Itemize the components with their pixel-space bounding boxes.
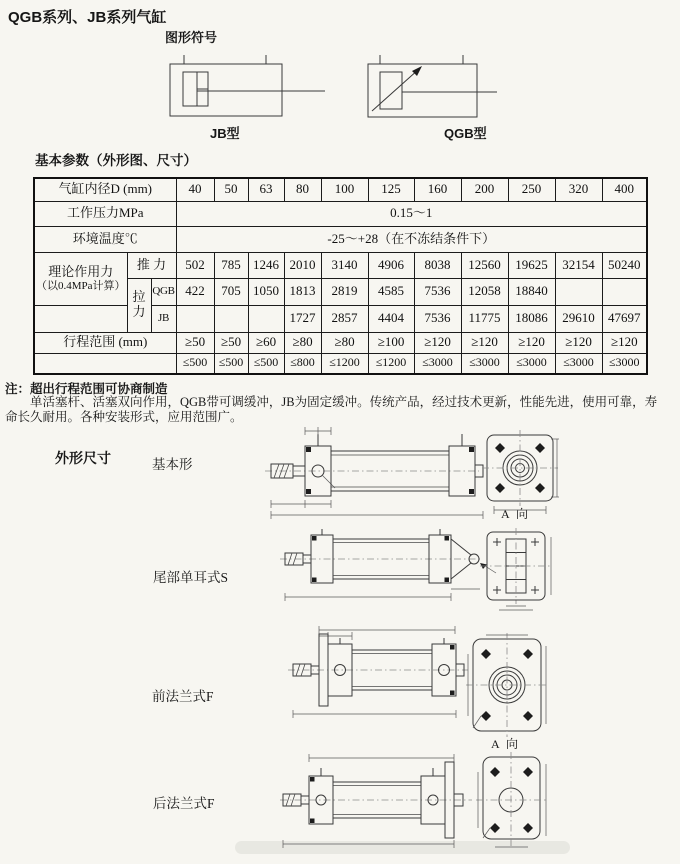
drawing-label-tail-ear: 尾部单耳式S xyxy=(153,570,229,585)
bore-cell: 200 xyxy=(461,178,508,201)
push-cell: 8038 xyxy=(414,252,461,278)
basic-end-view xyxy=(482,430,559,514)
basic-type-drawing xyxy=(265,425,560,525)
drawing-label-basic: 基本形 xyxy=(152,457,193,472)
push-cell: 785 xyxy=(214,252,248,278)
pressure-label-cell: 工作压力MPa xyxy=(34,201,176,226)
qgb-symbol-label: QGB型 xyxy=(444,126,487,141)
force-label-line1: 理论作用力 xyxy=(48,263,114,279)
temp-value-cell: -25～+28（在不冻结条件下） xyxy=(176,226,647,252)
qgb-row-label-cell: QGB xyxy=(151,278,176,305)
empty-cell xyxy=(34,305,127,332)
note-body: 单活塞杆、活塞双向作用，QGB带可调缓冲，JB为固定缓冲。传统产品，经过技术更新，性能先进，使用可靠，寿命长久耐用。各种安装形式，应用范围广。 xyxy=(5,395,658,424)
dims-heading: 外形尺寸 xyxy=(55,450,111,466)
jb-symbol-label: JB型 xyxy=(210,126,240,141)
bore-cell: 320 xyxy=(555,178,602,201)
drawing-label-front-flange: 前法兰式F xyxy=(152,689,214,704)
stroke-max-cell: ≤3000 xyxy=(508,353,555,374)
table-row xyxy=(34,252,647,278)
force-label-line2: （以0.4MPa计算） xyxy=(35,279,126,292)
pull-label-cell: 拉力 xyxy=(127,278,151,332)
bore-cell: 40 xyxy=(176,178,214,201)
stroke-max-cell: ≤1200 xyxy=(321,353,368,374)
stroke-min-cell: ≥120 xyxy=(414,332,461,353)
stroke-min-cell: ≥60 xyxy=(248,332,284,353)
bore-cell: 400 xyxy=(602,178,647,201)
bore-cell: 63 xyxy=(248,178,284,201)
table-row xyxy=(34,201,647,226)
qgb-pull-cell: 1050 xyxy=(248,278,284,305)
stroke-min-cell: ≥120 xyxy=(602,332,647,353)
bore-cell: 125 xyxy=(368,178,414,201)
bore-label-cell: 气缸内径D (mm) xyxy=(34,178,176,201)
bore-cell: 80 xyxy=(284,178,321,201)
jb-pull-cell: 29610 xyxy=(555,305,602,332)
front-flange-type-drawing xyxy=(288,626,555,738)
qgb-pull-cell: 18840 xyxy=(508,278,555,305)
table-row xyxy=(34,332,647,353)
qgb-pull-cell xyxy=(602,278,647,305)
tail-ear-end-view xyxy=(480,528,552,610)
front-flange-side-view xyxy=(288,626,468,718)
drawing-label-rear-flange: 后法兰式F xyxy=(153,796,215,811)
rear-flange-side-view xyxy=(280,754,472,848)
jb-pull-cell: 1727 xyxy=(284,305,321,332)
stroke-min-cell: ≥50 xyxy=(214,332,248,353)
temp-label-cell: 环境温度℃ xyxy=(34,226,176,252)
stroke-max-cell: ≤1200 xyxy=(368,353,414,374)
stroke-max-cell: ≤3000 xyxy=(555,353,602,374)
jb-pull-cell: 47697 xyxy=(602,305,647,332)
stroke-min-cell: ≥80 xyxy=(321,332,368,353)
qgb-pull-cell: 705 xyxy=(214,278,248,305)
qgb-pull-cell: 4585 xyxy=(368,278,414,305)
stroke-min-cell: ≥80 xyxy=(284,332,321,353)
qgb-pull-cell: 422 xyxy=(176,278,214,305)
empty-cell xyxy=(34,353,176,374)
basic-params-table xyxy=(33,177,648,375)
page-title: QGB系列、JB系列气缸 xyxy=(8,9,167,26)
stroke-max-cell: ≤500 xyxy=(214,353,248,374)
stroke-min-cell: ≥120 xyxy=(461,332,508,353)
push-label-cell: 推 力 xyxy=(127,252,176,278)
rear-flange-type-drawing xyxy=(280,750,555,850)
jb-pull-cell xyxy=(214,305,248,332)
qgb-pull-cell xyxy=(555,278,602,305)
table-row xyxy=(34,178,647,201)
push-cell: 3140 xyxy=(321,252,368,278)
qgb-pull-cell: 12058 xyxy=(461,278,508,305)
stroke-min-cell: ≥120 xyxy=(508,332,555,353)
jb-pull-cell: 4404 xyxy=(368,305,414,332)
basic-side-view xyxy=(265,427,483,519)
bore-cell: 250 xyxy=(508,178,555,201)
view-a-label-1: A 向 xyxy=(501,507,531,521)
push-cell: 2010 xyxy=(284,252,321,278)
rear-flange-end-view xyxy=(476,752,548,847)
stroke-min-cell: ≥100 xyxy=(368,332,414,353)
push-cell: 19625 xyxy=(508,252,555,278)
scan-shadow xyxy=(235,841,570,854)
jb-pull-cell: 2857 xyxy=(321,305,368,332)
stroke-max-cell: ≤800 xyxy=(284,353,321,374)
stroke-max-cell: ≤500 xyxy=(248,353,284,374)
push-cell: 1246 xyxy=(248,252,284,278)
params-heading: 基本参数（外形图、尺寸） xyxy=(35,153,197,168)
jb-pull-cell xyxy=(176,305,214,332)
view-a-label-2: A 向 xyxy=(491,737,521,751)
push-cell: 4906 xyxy=(368,252,414,278)
symbol-section-heading: 图形符号 xyxy=(165,30,218,45)
bore-cell: 50 xyxy=(214,178,248,201)
pressure-value-cell: 0.15～1 xyxy=(176,201,647,226)
front-flange-end-view xyxy=(466,633,548,737)
jb-pull-cell: 7536 xyxy=(414,305,461,332)
force-label-cell xyxy=(34,252,127,305)
table-row xyxy=(34,226,647,252)
jb-pull-cell: 11775 xyxy=(461,305,508,332)
stroke-min-cell: ≥50 xyxy=(176,332,214,353)
bore-cell: 160 xyxy=(414,178,461,201)
jb-pull-cell xyxy=(248,305,284,332)
stroke-max-cell: ≤3000 xyxy=(461,353,508,374)
qgb-symbol-drawing xyxy=(366,54,506,122)
stroke-max-cell: ≤500 xyxy=(176,353,214,374)
jb-row-label-cell: JB xyxy=(151,305,176,332)
stroke-max-cell: ≤3000 xyxy=(602,353,647,374)
tail-ear-side-view xyxy=(280,529,496,601)
qgb-pull-cell: 1813 xyxy=(284,278,321,305)
note-heading: 注：超出行程范围可协商制造 xyxy=(5,382,168,396)
qgb-pull-cell: 7536 xyxy=(414,278,461,305)
table-row xyxy=(34,305,647,332)
table-row xyxy=(34,353,647,374)
tail-ear-type-drawing xyxy=(280,527,555,612)
jb-pull-cell: 18086 xyxy=(508,305,555,332)
push-cell: 32154 xyxy=(555,252,602,278)
stroke-label-cell: 行程范围 (mm) xyxy=(34,332,176,353)
stroke-max-cell: ≤3000 xyxy=(414,353,461,374)
push-cell: 502 xyxy=(176,252,214,278)
qgb-pull-cell: 2819 xyxy=(321,278,368,305)
stroke-min-cell: ≥120 xyxy=(555,332,602,353)
push-cell: 50240 xyxy=(602,252,647,278)
push-cell: 12560 xyxy=(461,252,508,278)
bore-cell: 100 xyxy=(321,178,368,201)
jb-symbol-drawing xyxy=(168,54,333,122)
